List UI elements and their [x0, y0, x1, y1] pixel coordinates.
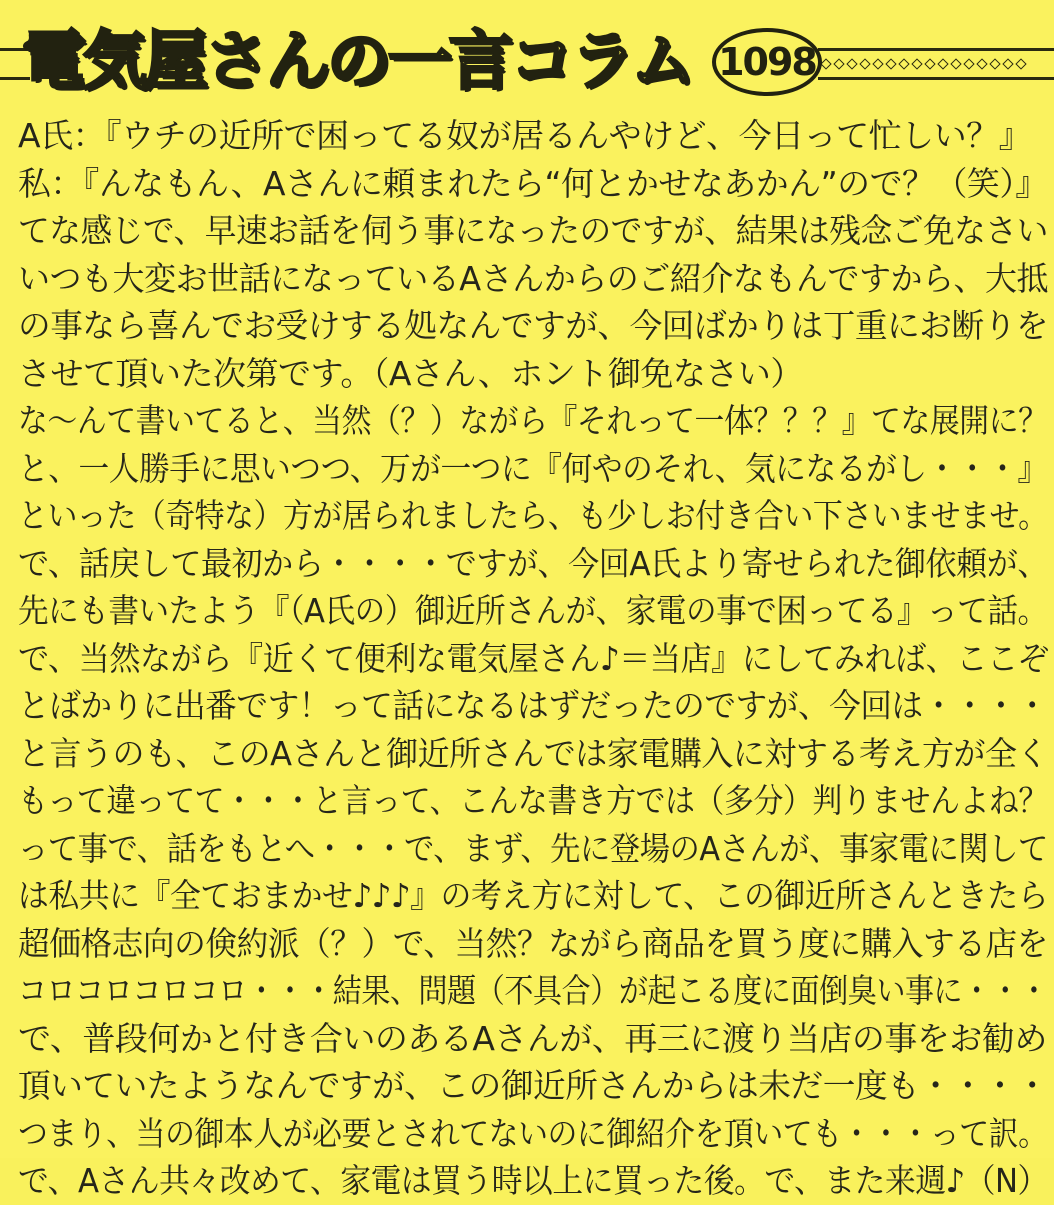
body-line: の事なら喜んでお受けする処なんですが、今回ばかりは丁重にお断りを	[18, 306, 1048, 345]
body-line: 頂いていたようなんですが、この御近所さんからは未だ一度も・・・・	[18, 1066, 1048, 1105]
body-line: させて頂いた次第です。（Aさん、ホント御免なさい）	[18, 353, 803, 393]
body-line: で、普段何かと付き合いのあるAさんが、再三に渡り当店の事をお勧め	[18, 1018, 1047, 1058]
body-line: コロコロコロコロ・・・結果、問題（不具合）が起こる度に面倒臭い事に・・・	[18, 971, 1048, 1010]
column-header	[0, 8, 1054, 108]
body-line: もって違ってて・・・と言って、こんな書き方では（多分）判りませんよね？	[18, 781, 1048, 820]
diamond-pattern	[822, 59, 1054, 69]
body-line: とばかりに出番です！って話になるはずだったのですが、今回は・・・・	[18, 686, 1048, 725]
body-line: A氏：『ウチの近所で困ってる奴が居るんやけど、今日って忙しい？』	[18, 116, 1032, 155]
body-line: いつも大変お世話になっているAさんからのご紹介なもんですから、大抵	[18, 258, 1049, 298]
body-line: 先にも書いたよう『（A氏の）御近所さんが、家電の事で困ってる』って話。	[18, 591, 1048, 630]
column-title: 電気屋さんの一言コラム	[22, 25, 693, 99]
body-line: な～んて書いてると、当然（？）ながら『それって一体？？？』てな展開に？	[18, 401, 1048, 440]
body-line: 私：『んなもん、Aさんに頼まれたら“何とかせなあかん”ので？（笑）』	[18, 163, 1048, 203]
body-line: といった（奇特な）方が居られましたら、も少しお付き合い下さいませませ。	[18, 496, 1048, 535]
body-line: と言うのも、このAさんと御近所さんでは家電購入に対する考え方が全く	[18, 733, 1049, 773]
header-rule-right	[818, 48, 1054, 80]
body-line: で、話戻して最初から・・・・ですが、今回A氏より寄せられた御依頼が、	[18, 543, 1048, 583]
issue-number-badge: 1098	[712, 28, 822, 96]
body-line: で、Aさん共々改めて、家電は買う時以上に買った後。で、また来週♪（N）	[18, 1161, 1048, 1200]
body-line: てな感じで、早速お話を伺う事になったのですが、結果は残念ご免なさい	[18, 211, 1048, 250]
body-line: は私共に『全ておまかせ♪♪♪』の考え方に対して、この御近所さんときたら	[18, 876, 1049, 915]
body-line: 超価格志向の倹約派（？）で、当然？ながら商品を買う度に購入する店を	[18, 923, 1048, 963]
body-line: つまり、当の御本人が必要とされてないのに御紹介を頂いても・・・って訳。	[18, 1113, 1048, 1153]
body-line: で、当然ながら『近くて便利な電気屋さん♪＝当店』にしてみれば、ここぞ	[18, 638, 1049, 678]
column-body	[18, 112, 1048, 1205]
body-line: って事で、話をもとへ・・・で、まず、先に登場のAさんが、事家電に関して	[18, 828, 1048, 868]
body-line: と、一人勝手に思いつつ、万が一つに『何やのそれ、気になるがし・・・』	[18, 448, 1048, 488]
